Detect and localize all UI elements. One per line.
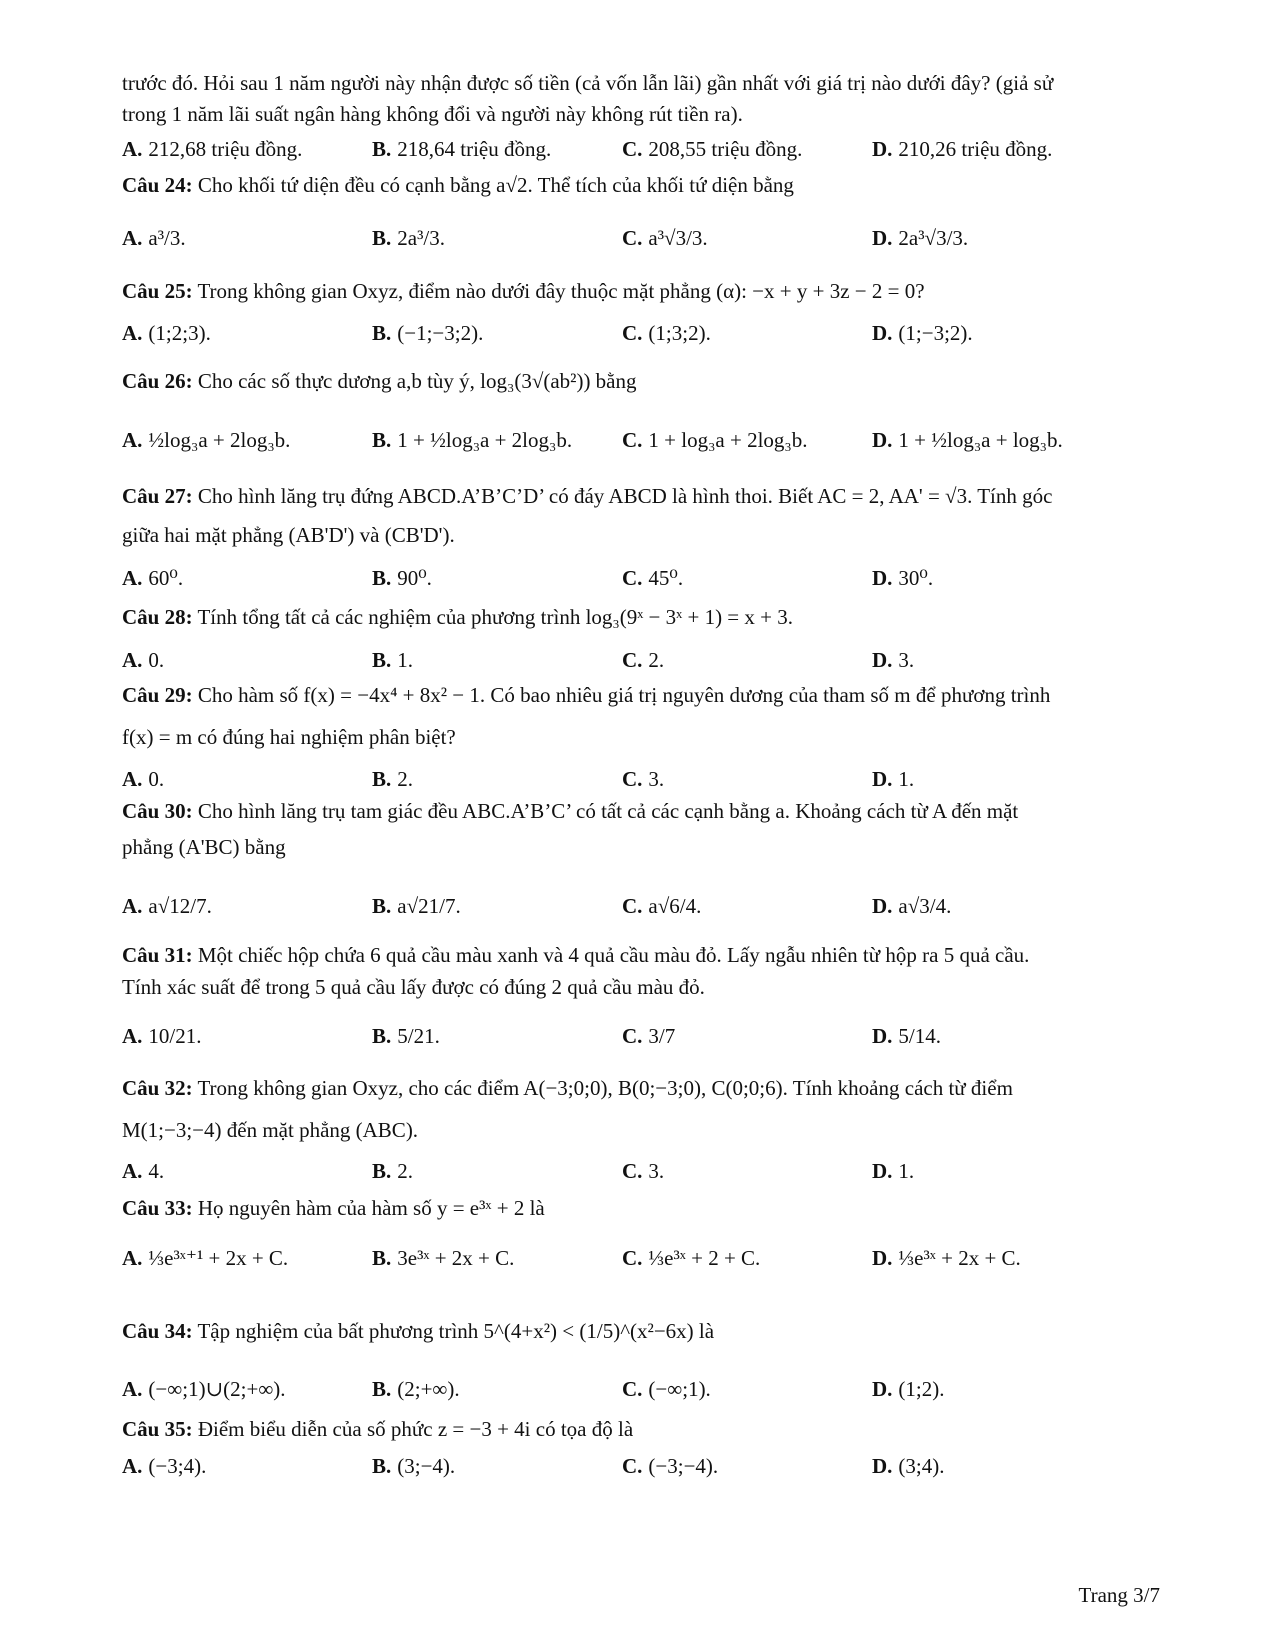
option-d: D. 5/14. [872, 1023, 942, 1048]
question-27-options [122, 563, 1172, 593]
option-a: A. 0. [122, 647, 165, 672]
option-c: C. ⅓e³ˣ + 2 + C. [622, 1245, 761, 1270]
option-a: A. ⅓e³ˣ⁺¹ + 2x + C. [122, 1245, 289, 1270]
question-30: Câu 30: Cho hình lăng trụ tam giác đều ABC.A’B’C’ có tất cả các cạnh bằng a. Khoảng cách từ A đến mặt [122, 799, 1019, 823]
option-d: D. a√3/4. [872, 893, 952, 918]
option-d: D. (3;4). [872, 1453, 945, 1478]
question-25: Câu 25: Trong không gian Oxyz, điểm nào dưới đây thuộc mặt phẳng (α): −x + y + 3z − 2 = 0? [122, 279, 925, 303]
option-d: D. 1. [872, 766, 915, 791]
option-a: A. (−3;4). [122, 1453, 207, 1478]
option-d: D. 3. [872, 647, 915, 672]
intro-options [122, 134, 1172, 164]
option-c: C. (−3;−4). [622, 1453, 719, 1478]
option-c: C. a√6/4. [622, 893, 702, 918]
question-24-options [122, 208, 1172, 268]
question-34: Câu 34: Tập nghiệm của bất phương trình 5^(4+x²) < (1/5)^(x²−6x) là [122, 1319, 715, 1343]
question-26: Câu 26: Cho các số thực dương a,b tùy ý, log₃(3√(ab²)) bằng [122, 369, 637, 393]
option-b: B. 2a³/3. [372, 225, 445, 250]
option-b: B. (3;−4). [372, 1453, 456, 1478]
option-b: B. 90⁰. [372, 565, 432, 590]
option-d: D. 30⁰. [872, 565, 934, 590]
option-a: A. 60⁰. [122, 565, 184, 590]
option-a: A. a³/3. [122, 225, 186, 250]
question-34-options [122, 1374, 1172, 1404]
option-c: C. 3/7 [622, 1023, 676, 1048]
option-b: B. (−1;−3;2). [372, 320, 484, 345]
question-29-options [122, 764, 1172, 794]
option-d: D. ⅓e³ˣ + 2x + C. [872, 1245, 1021, 1270]
option-c: C. 3. [622, 1158, 665, 1183]
question-32-line-2: M(1;−3;−4) đến mặt phẳng (ABC). [122, 1118, 419, 1142]
option-a: A. 212,68 triệu đồng. [122, 136, 303, 161]
option-a: A. (−∞;1)∪(2;+∞). [122, 1376, 286, 1401]
option-c: C. 1 + log₃a + 2log₃b. [622, 427, 808, 452]
page-number: Trang 3/7 [1078, 1583, 1160, 1607]
option-c: C. a³√3/3. [622, 225, 708, 250]
option-b: B. 2. [372, 1158, 414, 1183]
option-b: B. 1 + ½log₃a + 2log₃b. [372, 427, 573, 452]
question-31-options [122, 1006, 1172, 1066]
question-26-options [122, 410, 1172, 470]
question-30-line-2: phẳng (A'BC) bằng [122, 835, 286, 859]
option-c: C. 3. [622, 766, 665, 791]
question-28-options [122, 645, 1172, 675]
question-31: Câu 31: Một chiếc hộp chứa 6 quả cầu màu xanh và 4 quả cầu màu đỏ. Lấy ngẫu nhiên từ hộp ra 5 quả cầu. [122, 943, 1030, 967]
option-a: A. ½log₃a + 2log₃b. [122, 427, 291, 452]
option-b: B. 2. [372, 766, 414, 791]
option-d: D. 1. [872, 1158, 915, 1183]
option-d: D. (1;−3;2). [872, 320, 973, 345]
option-c: C. 208,55 triệu đồng. [622, 136, 803, 161]
question-33: Câu 33: Họ nguyên hàm của hàm số y = e³ˣ + 2 là [122, 1196, 545, 1220]
question-35-options [122, 1451, 1172, 1481]
question-27-line-2: giữa hai mặt phẳng (AB'D') và (CB'D'). [122, 523, 455, 547]
question-28: Câu 28: Tính tổng tất cả các nghiệm của phương trình log₃(9ˣ − 3ˣ + 1) = x + 3. [122, 605, 793, 629]
question-29-line-2: f(x) = m có đúng hai nghiệm phân biệt? [122, 725, 456, 749]
option-a: A. 0. [122, 766, 165, 791]
option-b: B. 1. [372, 647, 414, 672]
question-25-options [122, 318, 1172, 348]
option-d: D. 1 + ½log₃a + log₃b. [872, 427, 1063, 452]
question-27: Câu 27: Cho hình lăng trụ đứng ABCD.A’B’C’D’ có đáy ABCD là hình thoi. Biết AC = 2, AA' = √3. Tính góc [122, 484, 1053, 508]
option-d: D. (1;2). [872, 1376, 945, 1401]
question-31-line-2: Tính xác suất để trong 5 quả cầu lấy được có đúng 2 quả cầu màu đỏ. [122, 975, 705, 999]
option-b: B. 3e³ˣ + 2x + C. [372, 1245, 515, 1270]
option-b: B. 5/21. [372, 1023, 440, 1048]
intro-line-1: trước đó. Hỏi sau 1 năm người này nhận được số tiền (cả vốn lẫn lãi) gần nhất với giá trị nào dưới đây? (giả sử [122, 71, 1054, 95]
option-a: A. (1;2;3). [122, 320, 211, 345]
question-32-options [122, 1156, 1172, 1186]
option-b: B. (2;+∞). [372, 1376, 460, 1401]
option-c: C. (1;3;2). [622, 320, 711, 345]
question-29: Câu 29: Cho hàm số f(x) = −4x⁴ + 8x² − 1. Có bao nhiêu giá trị nguyên dương của tham số m để phương trình [122, 683, 1051, 707]
option-d: D. 210,26 triệu đồng. [872, 136, 1053, 161]
option-b: B. a√21/7. [372, 893, 461, 918]
option-c: C. 45⁰. [622, 565, 684, 590]
question-30-options [122, 876, 1172, 936]
option-a: A. a√12/7. [122, 893, 212, 918]
option-a: A. 10/21. [122, 1023, 202, 1048]
question-32: Câu 32: Trong không gian Oxyz, cho các điểm A(−3;0;0), B(0;−3;0), C(0;0;6). Tính khoảng cách từ điểm [122, 1076, 1013, 1100]
option-c: C. (−∞;1). [622, 1376, 711, 1401]
question-24: Câu 24: Cho khối tứ diện đều có cạnh bằng a√2. Thể tích của khối tứ diện bằng [122, 173, 794, 197]
option-d: D. 2a³√3/3. [872, 225, 969, 250]
option-a: A. 4. [122, 1158, 165, 1183]
option-c: C. 2. [622, 647, 665, 672]
question-33-options [122, 1228, 1172, 1288]
option-b: B. 218,64 triệu đồng. [372, 136, 552, 161]
question-35: Câu 35: Điểm biểu diễn của số phức z = −3 + 4i có tọa độ là [122, 1417, 634, 1441]
intro-line-2: trong 1 năm lãi suất ngân hàng không đổi và người này không rút tiền ra). [122, 102, 743, 126]
